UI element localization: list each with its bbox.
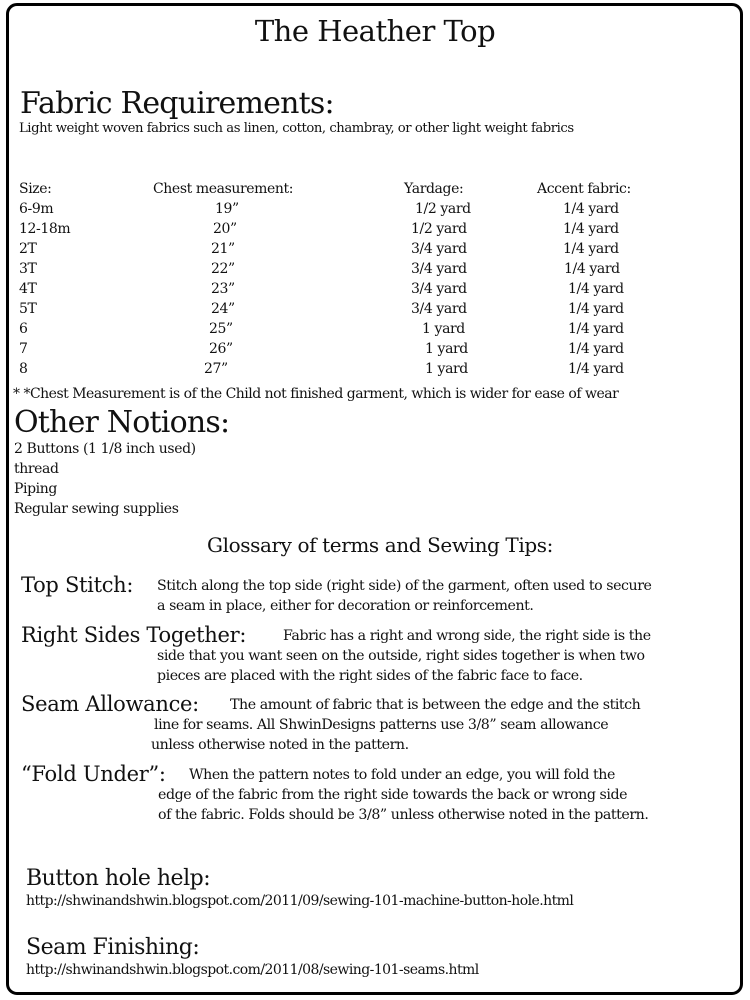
cell-size: 6	[19, 321, 28, 337]
cell-chest: 22”	[211, 261, 235, 277]
cell-size: 7	[19, 341, 28, 357]
table-header-size: Size:	[19, 181, 52, 197]
list-item: thread	[14, 461, 59, 477]
cell-yardage: 3/4 yard	[411, 261, 467, 277]
cell-accent: 1/4 yard	[568, 361, 624, 377]
glossary-definition: Stitch along the top side (right side) of the garment, often used to secure	[157, 578, 652, 594]
cell-size: 12-18m	[19, 221, 71, 237]
table-header-accent: Accent fabric:	[537, 181, 631, 197]
cell-chest: 23”	[211, 281, 235, 297]
glossary-term: Top Stitch:	[21, 573, 134, 597]
other-notions-heading: Other Notions:	[14, 405, 230, 440]
cell-size: 2T	[19, 241, 37, 257]
page-border	[6, 3, 743, 995]
cell-accent: 1/4 yard	[563, 201, 619, 217]
page-title: The Heather Top	[254, 14, 496, 48]
glossary-definition: edge of the fabric from the right side towards the back or wrong side	[158, 787, 628, 803]
glossary-definition: When the pattern notes to fold under an edge, you will fold the	[189, 767, 615, 783]
glossary-heading: Glossary of terms and Sewing Tips:	[207, 533, 553, 557]
cell-yardage: 3/4 yard	[411, 301, 467, 317]
cell-yardage: 1/2 yard	[415, 201, 471, 217]
cell-accent: 1/4 yard	[563, 221, 619, 237]
fabric-requirements-heading: Fabric Requirements:	[20, 86, 334, 121]
seam-finishing-link[interactable]: http://shwinandshwin.blogspot.com/2011/08/sewing-101-seams.html	[26, 962, 479, 978]
cell-accent: 1/4 yard	[568, 301, 624, 317]
glossary-definition: of the fabric. Folds should be 3/8” unless otherwise noted in the pattern.	[158, 807, 649, 823]
cell-chest: 19”	[215, 201, 239, 217]
cell-accent: 1/4 yard	[564, 261, 620, 277]
cell-size: 4T	[19, 281, 37, 297]
cell-size: 8	[19, 361, 28, 377]
list-item: Regular sewing supplies	[14, 501, 179, 517]
glossary-definition: The amount of fabric that is between the edge and the stitch	[230, 697, 641, 713]
glossary-term: Right Sides Together:	[21, 623, 247, 647]
chest-footnote: * *Chest Measurement is of the Child not finished garment, which is wider for ease of wear	[13, 386, 619, 402]
cell-chest: 21”	[211, 241, 235, 257]
table-header-chest: Chest measurement:	[153, 181, 294, 197]
cell-accent: 1/4 yard	[568, 341, 624, 357]
cell-size: 3T	[19, 261, 37, 277]
glossary-term: “Fold Under”:	[21, 762, 166, 786]
cell-size: 6-9m	[19, 201, 54, 217]
cell-yardage: 1 yard	[425, 341, 468, 357]
table-header-yardage: Yardage:	[404, 181, 464, 197]
glossary-definition: Fabric has a right and wrong side, the right side is the	[283, 628, 651, 644]
cell-accent: 1/4 yard	[568, 321, 624, 337]
glossary-definition: pieces are placed with the right sides of the fabric face to face.	[157, 668, 583, 684]
cell-accent: 1/4 yard	[563, 241, 619, 257]
cell-size: 5T	[19, 301, 37, 317]
cell-chest: 25”	[209, 321, 233, 337]
glossary-definition: side that you want seen on the outside, right sides together is when two	[157, 648, 645, 664]
glossary-definition: unless otherwise noted in the pattern.	[151, 737, 409, 753]
glossary-term: Seam Allowance:	[21, 692, 199, 716]
cell-chest: 20”	[213, 221, 237, 237]
cell-yardage: 3/4 yard	[411, 241, 467, 257]
seam-finishing-heading: Seam Finishing:	[26, 935, 200, 960]
list-item: Piping	[14, 481, 57, 497]
fabric-description: Light weight woven fabrics such as linen, cotton, chambray, or other light weight fabrics	[19, 121, 574, 136]
cell-yardage: 1 yard	[425, 361, 468, 377]
glossary-definition: a seam in place, either for decoration or reinforcement.	[157, 598, 534, 614]
cell-chest: 24”	[211, 301, 235, 317]
cell-chest: 26”	[209, 341, 233, 357]
cell-accent: 1/4 yard	[568, 281, 624, 297]
list-item: 2 Buttons (1 1/8 inch used)	[14, 441, 196, 457]
cell-yardage: 1 yard	[422, 321, 465, 337]
glossary-definition: line for seams. All ShwinDesigns patterns use 3/8” seam allowance	[154, 717, 609, 733]
button-hole-help-heading: Button hole help:	[26, 866, 211, 891]
cell-yardage: 1/2 yard	[411, 221, 467, 237]
cell-yardage: 3/4 yard	[411, 281, 467, 297]
cell-chest: 27”	[204, 361, 228, 377]
button-hole-help-link[interactable]: http://shwinandshwin.blogspot.com/2011/09/sewing-101-machine-button-hole.html	[26, 893, 574, 909]
